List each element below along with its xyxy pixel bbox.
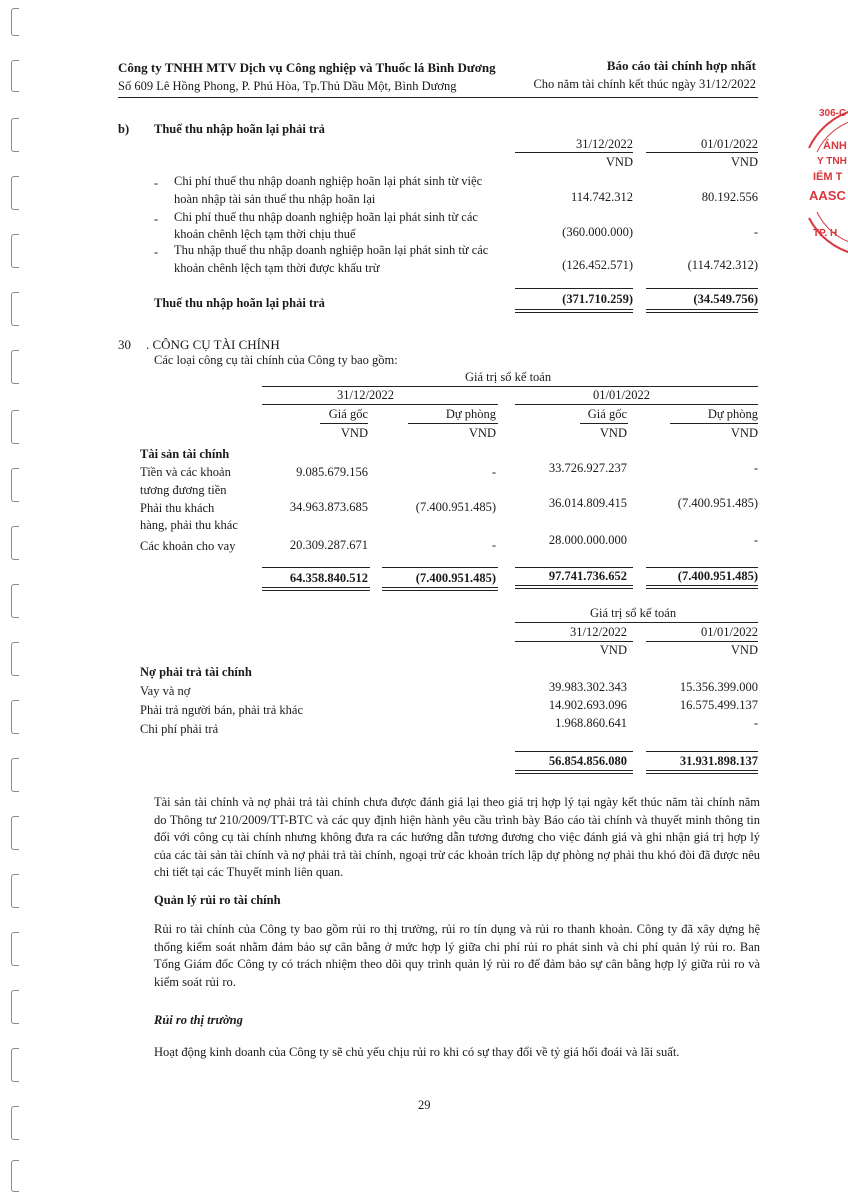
value-cell: (7.400.951.485) xyxy=(415,500,496,514)
value-cell: (360.000.000) xyxy=(562,225,633,239)
double-rule xyxy=(382,587,498,591)
total-value: 56.854.856.080 xyxy=(548,754,627,768)
total-value: 97.741.736.652 xyxy=(548,569,627,583)
report-period: Cho năm tài chính kết thúc ngày 31/12/2022 xyxy=(533,77,756,91)
col-rule xyxy=(515,751,633,752)
page-number: 29 xyxy=(418,1098,431,1112)
value-cell: 14.902.693.096 xyxy=(548,698,627,712)
value-cell: - xyxy=(491,538,496,552)
stamp-text: TP. H xyxy=(813,228,838,239)
value-cell: - xyxy=(491,465,496,479)
market-risk-paragraph: Hoạt động kinh doanh của Công ty sẽ chủ yếu chịu rủi ro khi có sự thay đổi về tỷ giá hối đoái và lãi suất. xyxy=(154,1045,680,1059)
row-label: Tiền và các khoản xyxy=(140,465,231,479)
unit-label: VND xyxy=(730,643,758,657)
col-rule xyxy=(646,567,758,568)
stamp-text: IỂM T xyxy=(813,171,843,183)
col-rule xyxy=(580,423,628,424)
double-rule xyxy=(646,770,758,774)
value-cell: 80.192.556 xyxy=(701,190,758,204)
total-value: 31.931.898.137 xyxy=(679,754,758,768)
value-cell: 20.309.287.671 xyxy=(289,538,368,552)
col-header-2021: 01/01/2022 xyxy=(701,137,758,151)
row-label: Chi phí phải trả xyxy=(140,722,219,736)
value-cell: (114.742.312) xyxy=(687,258,758,272)
section-number: 30 xyxy=(118,337,131,352)
row-label: khoản chênh lệch tạm thời được khấu trừ xyxy=(174,261,380,275)
double-rule xyxy=(515,585,633,589)
col-rule xyxy=(262,404,498,405)
col-rule xyxy=(646,288,758,289)
row-label: hàng, phải thu khác xyxy=(140,518,238,532)
stamp-text: 306-C xyxy=(819,108,847,119)
unit-label: VND xyxy=(340,426,368,440)
bullet-dash: - xyxy=(154,212,159,226)
row-label: khoản chênh lệch tạm thời chịu thuế xyxy=(174,227,356,241)
company-name: Công ty TNHH MTV Dịch vụ Công nghiệp và Thuốc lá Bình Dương xyxy=(118,60,496,75)
col-rule xyxy=(382,567,498,568)
col-rule xyxy=(646,152,758,153)
row-label: Thu nhập thuế thu nhập doanh nghiệp hoãn lại phát sinh từ các xyxy=(174,243,489,257)
value-cell: 33.726.927.237 xyxy=(548,461,627,475)
value-cell: - xyxy=(753,716,758,730)
unit-label: VND xyxy=(468,426,496,440)
value-cell: 28.000.000.000 xyxy=(548,533,627,547)
value-cell: 15.356.399.000 xyxy=(679,680,758,694)
stamp-text: Y TNH xyxy=(817,156,847,167)
double-rule xyxy=(646,585,758,589)
value-cell: - xyxy=(753,225,758,239)
section-intro: Các loại công cụ tài chính của Công ty bao gồm: xyxy=(154,353,398,367)
unit-label: VND xyxy=(599,426,627,440)
row-label: tương đương tiền xyxy=(140,483,227,497)
col-rule xyxy=(408,423,498,424)
section-title: . CÔNG CỤ TÀI CHÍNH xyxy=(146,337,280,352)
double-rule xyxy=(262,587,370,591)
period-header: 31/12/2022 xyxy=(570,625,627,639)
col-rule xyxy=(646,641,758,642)
market-risk-heading: Rủi ro thị trường xyxy=(154,1013,243,1027)
total-value: (7.400.951.485) xyxy=(677,569,758,583)
total-value: (371.710.259) xyxy=(562,292,633,306)
section-b-label: b) xyxy=(118,122,130,136)
value-cell: 34.963.873.685 xyxy=(289,500,368,514)
col-rule xyxy=(670,423,758,424)
col-rule xyxy=(262,567,370,568)
row-label: Chi phí thuế thu nhập doanh nghiệp hoãn lại phát sinh từ các xyxy=(174,210,478,224)
bullet-dash: - xyxy=(154,245,159,259)
col-rule xyxy=(515,622,758,623)
double-rule xyxy=(515,309,633,313)
row-label: Chi phí thuế thu nhập doanh nghiệp hoãn lại phát sinh từ việc xyxy=(174,174,483,188)
report-title: Báo cáo tài chính hợp nhất xyxy=(606,58,756,73)
col-rule xyxy=(515,288,633,289)
group-header: Giá trị sổ kế toán xyxy=(590,606,677,620)
value-cell: 36.014.809.415 xyxy=(548,496,627,510)
double-rule xyxy=(646,309,758,313)
unit-label: VND xyxy=(605,155,633,169)
col-rule xyxy=(515,404,758,405)
value-cell: 39.983.302.343 xyxy=(548,680,627,694)
sub-header: Dự phòng xyxy=(707,407,758,421)
total-value: (7.400.951.485) xyxy=(415,571,496,585)
section-b-title: Thuế thu nhập hoãn lại phải trả xyxy=(154,122,325,136)
header-rule xyxy=(118,97,758,98)
sub-header: Giá gốc xyxy=(328,407,368,421)
auditor-stamp xyxy=(805,108,848,256)
stamp-text: ÁNH xyxy=(823,140,847,152)
bullet-dash: - xyxy=(154,176,159,190)
unit-label: VND xyxy=(730,426,758,440)
row-label: Vay và nợ xyxy=(140,684,191,698)
total-value: 64.358.840.512 xyxy=(289,571,368,585)
risk-paragraph: Rủi ro tài chính của Công ty bao gồm rủi ro thị trường, rủi ro tín dụng và rủi ro thanh khoản. Công ty đã xây dựng hệ thống kiểm soát nhằm đảm bảo sự cân bằng ở mức hợp lý giữa chi phí rủi ro phát sinh và chi phí quản lý rủi ro. Ban Tổng Giám đốc Công ty có trách nhiệm theo dõi quy trình quản lý rủi ro để đảm bảo sự cân bằng hợp lý giữa rủi ro và kiểm soát rủi ro. xyxy=(154,922,760,989)
period-header: 31/12/2022 xyxy=(337,388,394,402)
total-label: Thuế thu nhập hoãn lại phải trả xyxy=(154,296,325,310)
col-rule xyxy=(646,751,758,752)
col-header-2022: 31/12/2022 xyxy=(576,137,633,151)
col-rule xyxy=(515,567,633,568)
total-value: (34.549.756) xyxy=(693,292,758,306)
stamp-text: AASC xyxy=(809,188,846,203)
company-address: Số 609 Lê Hồng Phong, P. Phú Hòa, Tp.Thủ Dầu Một, Bình Dương xyxy=(118,79,457,93)
value-cell: (7.400.951.485) xyxy=(677,496,758,510)
fair-value-paragraph: Tài sản tài chính và nợ phải trả tài chính chưa được đánh giá lại theo giá trị hợp lý tại ngày kết thúc năm tài chính năm do Thông tư 210/2009/TT-BTC và các quy định hiện hành yêu cầu trình bày Báo cáo tài chính và thuyết minh thông tin đối với công cụ tài chính nhưng không đưa ra các hướng dẫn tương đương cho việc đánh giá và ghi nhận giá trị hợp lý của các tài sản tài chính và nợ phải trả tài chính, ngoại trừ các khoản trích lập dự phòng nợ phải thu khó đòi đã được nêu chi tiết tại các Thuyết minh liên quan. xyxy=(154,795,760,879)
risk-heading: Quản lý rủi ro tài chính xyxy=(154,893,281,907)
double-rule xyxy=(515,770,633,774)
col-rule xyxy=(515,152,633,153)
sub-header: Dự phòng xyxy=(445,407,496,421)
value-cell: - xyxy=(753,533,758,547)
col-rule xyxy=(262,386,758,387)
value-cell: 9.085.679.156 xyxy=(296,465,368,479)
col-rule xyxy=(515,641,633,642)
value-cell: 114.742.312 xyxy=(570,190,633,204)
col-rule xyxy=(320,423,368,424)
table-heading: Nợ phải trả tài chính xyxy=(140,665,252,679)
unit-label: VND xyxy=(730,155,758,169)
value-cell: (126.452.571) xyxy=(562,258,633,272)
row-label: Phải thu khách xyxy=(140,501,215,515)
sub-header: Giá gốc xyxy=(587,407,627,421)
row-label: Phải trả người bán, phải trả khác xyxy=(140,703,303,717)
row-label: Các khoản cho vay xyxy=(140,539,236,553)
value-cell: 16.575.499.137 xyxy=(679,698,758,712)
period-header: 01/01/2022 xyxy=(593,388,650,402)
value-cell: - xyxy=(753,461,758,475)
unit-label: VND xyxy=(599,643,627,657)
period-header: 01/01/2022 xyxy=(701,625,758,639)
value-cell: 1.968.860.641 xyxy=(555,716,627,730)
row-label: hoàn nhập tài sản thuế thu nhập hoãn lại xyxy=(174,192,376,206)
group-header: Giá trị sổ kế toán xyxy=(465,370,552,384)
table-heading: Tài sản tài chính xyxy=(140,447,230,461)
